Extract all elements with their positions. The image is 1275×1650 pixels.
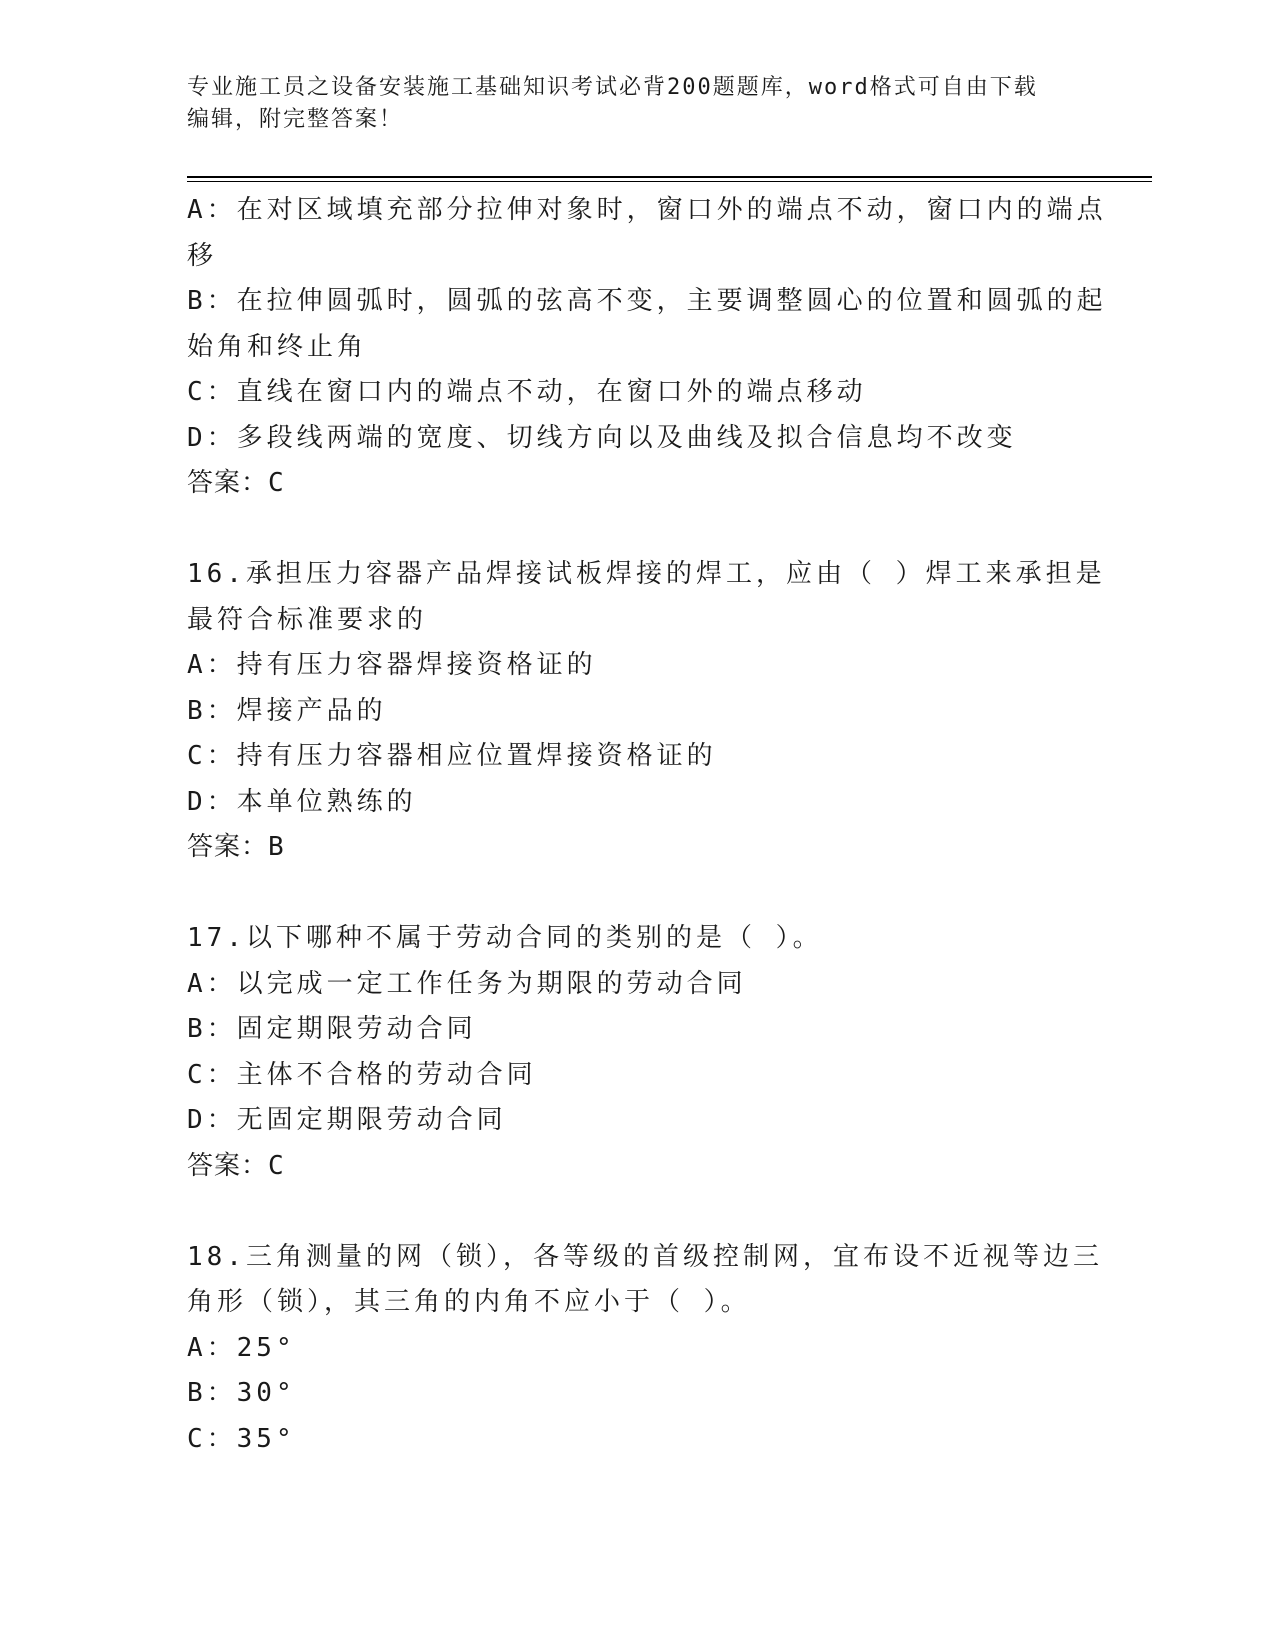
question-stem-line-1: 16.承担压力容器产品焊接试板焊接的焊工，应由（ ）焊工来承担是 — [187, 559, 1106, 589]
question-stem-line-2: 最符合标准要求的 — [187, 604, 428, 635]
option-d: D：无固定期限劳动合同 — [187, 1105, 507, 1135]
page-header — [187, 72, 1067, 136]
option-b: B：30° — [187, 1378, 296, 1408]
option-b-line-2: 始角和终止角 — [187, 331, 368, 362]
option-c: C：直线在窗口内的端点不动，在窗口外的端点移动 — [187, 377, 867, 407]
answer: 答案：B — [187, 832, 285, 862]
option-d: D：本单位熟练的 — [187, 786, 417, 817]
option-a: A：以完成一定工作任务为期限的劳动合同 — [187, 968, 747, 999]
option-b: B：固定期限劳动合同 — [187, 1014, 477, 1044]
question-stem-line-2: 角形（锁），其三角的内角不应小于（ ）。 — [187, 1287, 751, 1317]
question-content — [187, 188, 1107, 1462]
option-d: D：多段线两端的宽度、切线方向以及曲线及拟合信息均不改变 — [187, 422, 1017, 453]
header-title-line-2: 编辑，附完整答案！ — [187, 107, 404, 132]
option-b-line-1: B：在拉伸圆弧时，圆弧的弦高不变，主要调整圆心的位置和圆弧的起 — [187, 286, 1107, 316]
question-16 — [187, 552, 1106, 871]
question-15 — [187, 188, 1107, 507]
option-b: B：焊接产品的 — [187, 695, 387, 726]
question-17 — [187, 916, 1087, 1189]
answer: 答案：C — [187, 468, 285, 498]
option-c: C：35° — [187, 1423, 296, 1454]
header-divider-thick — [187, 176, 1152, 178]
question-18 — [187, 1235, 1103, 1463]
option-a-line-2: 移 — [187, 240, 218, 271]
answer: 答案：C — [187, 1150, 285, 1181]
question-spacer — [187, 871, 1087, 917]
question-spacer — [187, 1189, 1087, 1235]
option-c: C：主体不合格的劳动合同 — [187, 1059, 537, 1090]
option-c: C：持有压力容器相应位置焊接资格证的 — [187, 741, 717, 771]
question-stem-line-1: 18.三角测量的网（锁），各等级的首级控制网，宜布设不近视等边三 — [187, 1241, 1103, 1272]
option-a: A：25° — [187, 1332, 296, 1363]
option-a: A：持有压力容器焊接资格证的 — [187, 650, 597, 680]
header-title-line-1: 专业施工员之设备安装施工基础知识考试必背200题题库，word格式可自由下载 — [187, 75, 1038, 100]
question-spacer — [187, 507, 1087, 553]
option-a-line-1: A：在对区域填充部分拉伸对象时，窗口外的端点不动，窗口内的端点 — [187, 195, 1107, 225]
question-stem: 17.以下哪种不属于劳动合同的类别的是（ ）。 — [187, 923, 823, 953]
header-divider-thin — [187, 181, 1152, 182]
